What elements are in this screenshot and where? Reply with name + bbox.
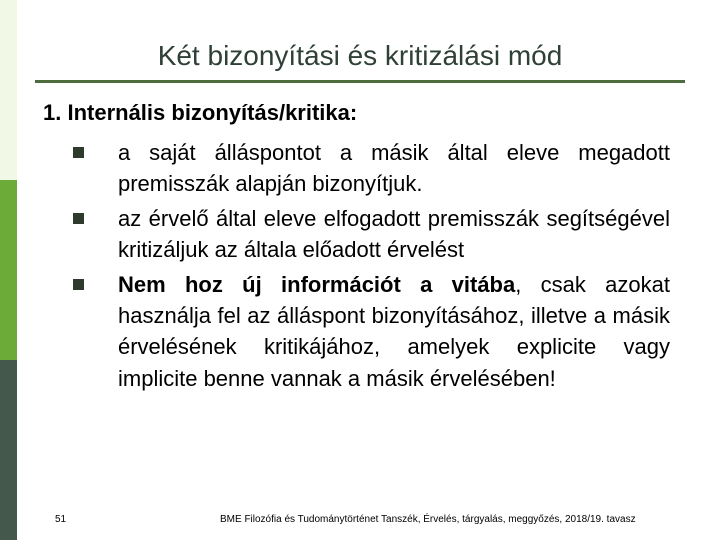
square-bullet-icon — [73, 147, 84, 158]
square-bullet-icon — [73, 279, 84, 290]
bullet-text: , csak azokat használja fel az álláspont bizonyításához, illetve a másik érvelésének kritikájához, amelyek explicite vagy implicite benne vannak a másik érvelésében! — [118, 271, 671, 391]
side-stripe-bottom — [0, 360, 17, 540]
side-stripe-middle — [0, 180, 17, 360]
slide-title: Két bizonyítási és kritizálási mód — [157, 40, 563, 71]
bullet-bold-text: Nem hoz új információt a vitába — [118, 271, 516, 297]
slide-number: 51 — [55, 514, 67, 525]
bullet-list — [70, 137, 670, 397]
footer-text: BME Filozófia és Tudománytörténet Tanszék, Érvelés, tárgyalás, meggyőzés, 2018/19. tavasz — [220, 514, 636, 525]
side-stripe-top — [0, 0, 17, 180]
bullet-item — [70, 269, 670, 395]
bullet-text: a saját álláspontot a másik által eleve megadott premisszák alapján bizonyítjuk. — [118, 140, 670, 197]
section-heading: 1. Internális bizonyítás/kritika: — [43, 100, 358, 125]
bullet-text: az érvelő által eleve elfogadott premisszák segítségével kritizáljuk az általa előadott érvelést — [118, 205, 670, 263]
title-divider — [35, 80, 685, 83]
square-bullet-icon — [73, 213, 84, 224]
bullet-item — [70, 137, 670, 200]
bullet-item — [70, 203, 670, 266]
